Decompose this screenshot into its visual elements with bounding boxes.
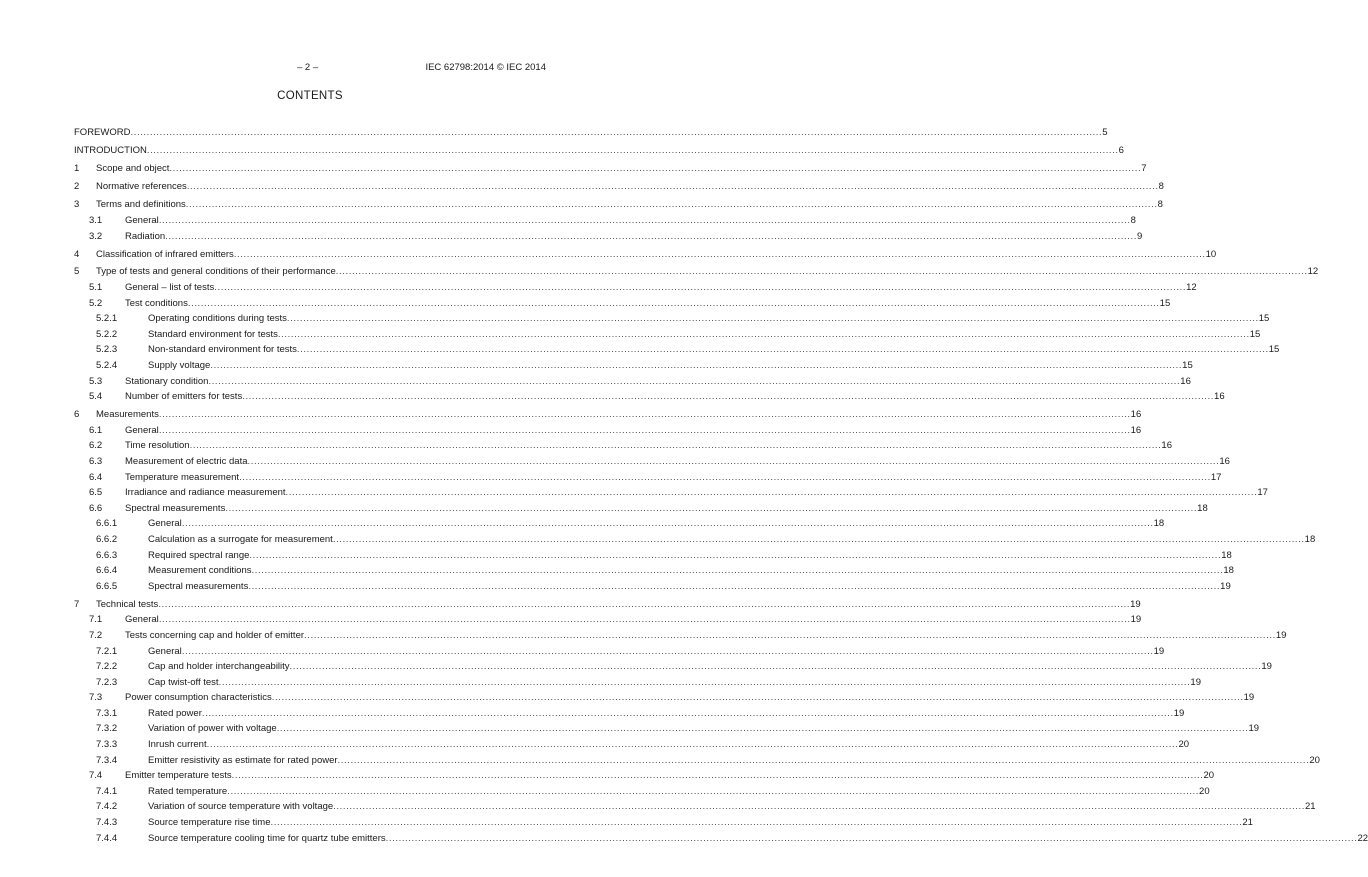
toc-entry-title-line: [74, 125, 1108, 141]
toc-entry-number: 5: [74, 266, 80, 278]
toc-entry-number: 3: [74, 199, 80, 211]
toc-entry-page: 8: [1157, 199, 1163, 211]
toc-entry-title-line: [125, 690, 1255, 706]
toc-entry-title: Variation of source temperature with voltage: [148, 801, 334, 813]
toc-entry-title: Radiation: [125, 230, 166, 242]
dot-leader: ............................................................................................................................................................................................................................................................................................................: [186, 181, 1159, 193]
toc-entry-title: Non-standard environment for tests: [148, 344, 297, 356]
toc-entry-page: 19: [1130, 598, 1141, 610]
toc-entry-page: 19: [1275, 629, 1287, 641]
toc-entry-number: 7.2.1: [96, 645, 118, 657]
toc-entry-number: 3.2: [89, 230, 103, 242]
dot-leader: ............................................................................................................................................................................................................................................................................................................: [335, 266, 1308, 278]
dot-leader: ............................................................................................................................................................................................................................................................................................................: [231, 770, 1204, 782]
toc-entry-page: 19: [1190, 676, 1201, 688]
toc-entry-number: 6: [74, 409, 80, 421]
toc-entry[interactable]: [74, 799, 1316, 815]
toc-entry[interactable]: [74, 197, 1163, 213]
toc-entry-title-line: [125, 485, 1268, 501]
toc-entry-title-line: [148, 644, 1165, 660]
dot-leader: ............................................................................................................................................................................................................................................................................................................: [276, 723, 1249, 735]
toc-entry-page: 20: [1203, 770, 1215, 782]
toc-entry-number: 7: [74, 598, 80, 610]
toc-entry-title-line: [148, 516, 1165, 532]
toc-entry[interactable]: [74, 454, 1230, 470]
toc-entry-title-line: [125, 501, 1208, 517]
toc-entry-number: 7.2.3: [96, 676, 118, 688]
toc-entry[interactable]: [74, 179, 1164, 195]
toc-entry-page: 12: [1307, 266, 1319, 278]
toc-entry-page: 7: [1141, 163, 1147, 175]
toc-entry-title: Spectral measurements: [125, 502, 226, 514]
dot-leader: ............................................................................................................................................................................................................................................................................................................: [285, 487, 1258, 499]
toc-entry-page: 16: [1214, 391, 1225, 403]
toc-entry-title-line: [125, 612, 1142, 628]
dot-leader: ............................................................................................................................................................................................................................................................................................................: [271, 692, 1244, 704]
toc-entry-number: 7.4.1: [96, 785, 118, 797]
toc-entry-number: 6.4: [89, 471, 103, 483]
toc-entry-title-line: [148, 548, 1232, 564]
toc-entry-page: 15: [1268, 344, 1280, 356]
toc-entry-page: 16: [1130, 424, 1142, 436]
toc-entry-page: 20: [1199, 785, 1210, 797]
toc-entry-number: 6.6.5: [96, 580, 118, 592]
dot-leader: ............................................................................................................................................................................................................................................................................................................: [337, 754, 1310, 766]
dot-leader: ............................................................................................................................................................................................................................................................................................................: [158, 214, 1131, 226]
toc-entry-title-line: [125, 229, 1143, 245]
toc-entry-page: 18: [1197, 502, 1208, 514]
toc-entry-page: 22: [1357, 832, 1368, 844]
toc-entry-page: 15: [1182, 360, 1193, 372]
toc-entry[interactable]: [74, 407, 1142, 423]
toc-entry-title-line: [148, 784, 1210, 800]
toc-entry[interactable]: [74, 753, 1320, 769]
toc-entry-title: Technical tests: [96, 598, 159, 610]
toc-entry-page: 9: [1136, 230, 1143, 242]
dot-leader: ............................................................................................................................................................................................................................................................................................................: [333, 801, 1305, 813]
toc-entry[interactable]: [74, 737, 1190, 753]
toc-entry-title-line: [148, 737, 1190, 753]
toc-entry[interactable]: [74, 548, 1232, 564]
dot-leader: ............................................................................................................................................................................................................................................................................................................: [247, 456, 1220, 467]
toc-entry-title-line: [96, 179, 1164, 195]
toc-entry[interactable]: [74, 485, 1268, 501]
dot-leader: ............................................................................................................................................................................................................................................................................................................: [208, 375, 1181, 387]
toc-entry[interactable]: [74, 374, 1191, 390]
toc-entry-title: Cap and holder interchangeability: [148, 661, 290, 673]
toc-entry-title: Emitter resistivity as estimate for rated power: [148, 754, 338, 766]
dot-leader: ............................................................................................................................................................................................................................................................................................................: [158, 598, 1131, 610]
toc-entry-title: Scope and object: [96, 163, 170, 175]
dot-leader: ............................................................................................................................................................................................................................................................................................................: [296, 344, 1269, 356]
dot-leader: ............................................................................................................................................................................................................................................................................................................: [181, 518, 1154, 530]
toc-entry-page: 19: [1248, 723, 1260, 735]
toc-entry-title-line: [148, 721, 1260, 737]
toc-entry-title: Calculation as a surrogate for measurement: [148, 533, 333, 545]
dot-leader: ............................................................................................................................................................................................................................................................................................................: [146, 145, 1119, 157]
toc-entry[interactable]: [74, 628, 1287, 644]
toc-entry-page: 15: [1258, 313, 1270, 325]
toc-entry-title-line: [148, 753, 1320, 769]
toc-entry-title: Irradiance and radiance measurement: [125, 487, 286, 499]
toc-entry-title-line: [125, 374, 1191, 390]
toc-entry-page: 8: [1158, 181, 1164, 193]
toc-entry-number: 7.3.4: [96, 754, 118, 766]
toc-entry-title: Operating conditions during tests: [148, 313, 287, 325]
toc-entry-title: Rated temperature: [148, 785, 228, 797]
toc-entry-title: Standard environment for tests: [148, 328, 278, 340]
toc-entry-page: 15: [1159, 297, 1171, 309]
toc-entry-title-line: [148, 675, 1201, 691]
dot-leader: ............................................................................................................................................................................................................................................................................................................: [270, 817, 1243, 829]
toc-entry-page: 17: [1257, 487, 1268, 499]
toc-entry-page: 6: [1118, 145, 1124, 157]
dot-leader: ............................................................................................................................................................................................................................................................................................................: [286, 313, 1259, 325]
toc-entry-title: Variation of power with voltage: [148, 723, 277, 735]
toc-entry-page: 8: [1130, 214, 1136, 226]
toc-entry-page: 19: [1243, 692, 1255, 704]
toc-entry-page: 19: [1261, 661, 1272, 673]
toc-entry-number: 7.2: [89, 629, 103, 641]
toc-entry-title-line: [96, 597, 1141, 613]
toc-entry-number: 6.3: [89, 456, 103, 467]
dot-leader: ............................................................................................................................................................................................................................................................................................................: [185, 199, 1158, 211]
toc-entry-title-line: [148, 659, 1272, 675]
table-of-contents: [74, 123, 1368, 846]
dot-leader: ............................................................................................................................................................................................................................................................................................................: [214, 282, 1187, 294]
toc-entry-number: 7.3: [89, 692, 103, 704]
toc-entry[interactable]: [74, 423, 1142, 439]
toc-entry-page: 19: [1153, 645, 1165, 657]
dot-leader: ............................................................................................................................................................................................................................................................................................................: [158, 409, 1131, 421]
toc-entry-title: Inrush current: [148, 739, 207, 751]
toc-entry-title-line: [148, 311, 1270, 327]
toc-entry-title-line: [96, 264, 1319, 280]
dot-leader: ............................................................................................................................................................................................................................................................................................................: [218, 676, 1191, 688]
toc-entry-title: Source temperature cooling time for quartz tube emitters: [148, 832, 386, 844]
toc-entry-title: Source temperature rise time: [148, 817, 271, 829]
toc-entry-number: 7.1: [89, 614, 103, 626]
toc-entry-number: 7.4.3: [96, 817, 118, 829]
toc-entry[interactable]: [74, 125, 1108, 141]
toc-entry-title-line: [125, 280, 1197, 296]
toc-entry[interactable]: [74, 296, 1171, 312]
dot-leader: ............................................................................................................................................................................................................................................................................................................: [242, 391, 1215, 403]
toc-entry-page: 10: [1205, 248, 1217, 260]
dot-leader: ............................................................................................................................................................................................................................................................................................................: [158, 424, 1131, 436]
dot-leader: ............................................................................................................................................................................................................................................................................................................: [201, 707, 1174, 719]
toc-entry-title: INTRODUCTION: [74, 145, 147, 157]
toc-entry-page: 20: [1178, 739, 1190, 751]
toc-entry-title: Spectral measurements: [148, 580, 249, 592]
toc-entry-title: Supply voltage: [148, 360, 211, 372]
toc-entry-number: 7.3.1: [96, 707, 118, 719]
dot-leader: ............................................................................................................................................................................................................................................................................................................: [248, 580, 1221, 592]
toc-entry-number: 6.6: [89, 502, 103, 514]
toc-entry-title: Time resolution: [125, 440, 190, 452]
toc-entry[interactable]: [74, 784, 1210, 800]
toc-entry-title: General: [148, 518, 182, 530]
toc-entry-page: 16: [1219, 456, 1230, 467]
toc-entry[interactable]: [74, 358, 1193, 374]
toc-entry[interactable]: [74, 327, 1261, 343]
toc-entry[interactable]: [74, 644, 1165, 660]
toc-entry[interactable]: [74, 831, 1368, 847]
toc-entry-title-line: [148, 579, 1231, 595]
toc-entry-page: 21: [1242, 817, 1253, 829]
toc-entry-title-line: [125, 470, 1222, 486]
dot-leader: ............................................................................................................................................................................................................................................................................................................: [332, 533, 1305, 545]
toc-entry-number: 7.2.2: [96, 661, 118, 673]
toc-entry[interactable]: [74, 161, 1147, 177]
toc-entry-number: 7.4.2: [96, 801, 118, 813]
toc-entry[interactable]: [74, 579, 1231, 595]
toc-entry-title: FOREWORD: [74, 127, 131, 139]
toc-entry-number: 3.1: [89, 214, 103, 226]
toc-entry-page: 16: [1130, 409, 1142, 421]
toc-entry-title: Cap twist-off test: [148, 676, 219, 688]
toc-entry-title: Terms and definitions: [96, 199, 186, 211]
toc-entry-title-line: [125, 213, 1136, 229]
toc-entry-title-line: [125, 628, 1287, 644]
dot-leader: ............................................................................................................................................................................................................................................................................................................: [227, 785, 1200, 797]
toc-entry-page: 19: [1173, 707, 1185, 719]
toc-entry-title-line: [125, 296, 1171, 312]
toc-entry-title: Measurement of electric data: [125, 456, 248, 467]
toc-entry-page: 18: [1223, 565, 1234, 577]
toc-entry-number: 6.6.1: [96, 518, 118, 530]
toc-entry-title: Measurements: [96, 409, 159, 421]
toc-entry-title-line: [96, 161, 1147, 177]
toc-entry-title-line: [148, 563, 1234, 579]
toc-entry[interactable]: [74, 768, 1215, 784]
toc-entry-number: 4: [74, 248, 80, 260]
toc-entry-title: Emitter temperature tests: [125, 770, 232, 782]
dot-leader: ............................................................................................................................................................................................................................................................................................................: [385, 832, 1358, 844]
toc-entry-title: Temperature measurement: [125, 471, 240, 483]
toc-entry-page: 19: [1130, 614, 1142, 626]
toc-entry-number: 6.1: [89, 424, 103, 436]
toc-entry-title: General: [125, 214, 159, 226]
toc-entry-title-line: [148, 815, 1253, 831]
toc-entry-title-line: [125, 768, 1215, 784]
toc-entry-title-line: [148, 342, 1280, 358]
dot-leader: ............................................................................................................................................................................................................................................................................................................: [169, 163, 1142, 175]
toc-entry[interactable]: [74, 659, 1272, 675]
page-title: CONTENTS: [277, 90, 343, 102]
toc-entry-title: Rated power: [148, 707, 202, 719]
toc-entry[interactable]: [74, 470, 1222, 486]
toc-entry-number: 5.4: [89, 391, 103, 403]
dot-leader: ............................................................................................................................................................................................................................................................................................................: [289, 661, 1262, 673]
toc-entry[interactable]: [74, 342, 1280, 358]
toc-entry-title-line: [74, 143, 1124, 159]
toc-entry-number: 5.2.2: [96, 328, 118, 340]
toc-entry-number: 5.1: [89, 282, 103, 294]
toc-entry-number: 5.2.1: [96, 313, 118, 325]
toc-entry-number: 6.6.3: [96, 549, 118, 561]
dot-leader: ............................................................................................................................................................................................................................................................................................................: [187, 297, 1160, 309]
toc-entry-page: 16: [1180, 375, 1191, 387]
dot-leader: ............................................................................................................................................................................................................................................................................................................: [130, 127, 1103, 139]
dot-leader: ............................................................................................................................................................................................................................................................................................................: [206, 739, 1179, 751]
toc-entry-title-line: [148, 358, 1193, 374]
toc-entry-title: General – list of tests: [125, 282, 215, 294]
dot-leader: ............................................................................................................................................................................................................................................................................................................: [189, 440, 1162, 452]
toc-entry-number: 6.5: [89, 487, 103, 499]
standard-reference: IEC 62798:2014 © IEC 2014: [425, 62, 546, 73]
toc-entry-title-line: [125, 438, 1172, 454]
toc-entry-title: Stationary condition: [125, 375, 209, 387]
toc-entry-page: 12: [1186, 282, 1197, 294]
toc-entry-title-line: [96, 197, 1163, 213]
toc-entry-page: 15: [1249, 328, 1261, 340]
toc-entry[interactable]: [74, 247, 1217, 263]
toc-entry-number: 5.2.4: [96, 360, 118, 372]
toc-entry-page: 18: [1221, 549, 1232, 561]
toc-entry-page: 17: [1210, 471, 1222, 483]
dot-leader: ............................................................................................................................................................................................................................................................................................................: [225, 502, 1198, 514]
toc-entry-title: Type of tests and general conditions of their performance: [96, 266, 336, 278]
toc-entry[interactable]: [74, 143, 1124, 159]
dot-leader: ............................................................................................................................................................................................................................................................................................................: [181, 645, 1154, 657]
toc-entry-title: Required spectral range: [148, 549, 250, 561]
toc-entry-number: 5.2.3: [96, 344, 118, 356]
toc-entry-title: Normative references: [96, 181, 187, 193]
toc-entry-page: 5: [1102, 127, 1108, 139]
toc-entry-title: General: [125, 614, 159, 626]
toc-entry-title-line: [148, 831, 1368, 847]
dot-leader: ............................................................................................................................................................................................................................................................................................................: [233, 248, 1206, 260]
toc-entry-title: Classification of infrared emitters: [96, 248, 234, 260]
toc-entry[interactable]: [74, 438, 1172, 454]
dot-leader: ............................................................................................................................................................................................................................................................................................................: [249, 549, 1222, 561]
toc-entry-number: 7.3.3: [96, 739, 118, 751]
toc-entry-title-line: [148, 532, 1316, 548]
dot-leader: ............................................................................................................................................................................................................................................................................................................: [210, 360, 1183, 372]
toc-entry-title: Test conditions: [125, 297, 188, 309]
toc-entry[interactable]: [74, 311, 1270, 327]
toc-entry-number: 5.3: [89, 375, 103, 387]
toc-entry-title: General: [125, 424, 159, 436]
dot-leader: ............................................................................................................................................................................................................................................................................................................: [277, 328, 1250, 340]
dot-leader: ............................................................................................................................................................................................................................................................................................................: [251, 565, 1224, 577]
toc-entry-number: 5.2: [89, 297, 103, 309]
toc-entry-number: 6.6.4: [96, 565, 118, 577]
toc-entry-number: 1: [74, 163, 80, 175]
toc-entry[interactable]: [74, 532, 1316, 548]
toc-entry[interactable]: [74, 675, 1201, 691]
toc-entry-number: 2: [74, 181, 80, 193]
toc-entry[interactable]: [74, 690, 1255, 706]
toc-entry-title-line: [125, 389, 1225, 405]
toc-entry-title-line: [96, 407, 1142, 423]
toc-entry[interactable]: [74, 280, 1197, 296]
toc-entry-number: 7.3.2: [96, 723, 118, 735]
toc-entry[interactable]: [74, 612, 1142, 628]
toc-entry-title-line: [148, 799, 1316, 815]
toc-entry-title: Tests concerning cap and holder of emitter: [125, 629, 305, 641]
toc-entry-title: General: [148, 645, 182, 657]
toc-entry[interactable]: [74, 501, 1208, 517]
dot-leader: ............................................................................................................................................................................................................................................................................................................: [239, 471, 1211, 483]
toc-entry-page: 16: [1161, 440, 1172, 452]
dot-leader: ............................................................................................................................................................................................................................................................................................................: [304, 629, 1276, 641]
page-number: – 2 –: [297, 62, 319, 73]
toc-entry-title-line: [125, 423, 1142, 439]
toc-entry[interactable]: [74, 264, 1319, 280]
toc-entry-title-line: [148, 706, 1185, 722]
toc-entry-number: 7.4.4: [96, 832, 118, 844]
toc-entry[interactable]: [74, 229, 1143, 245]
dot-leader: ............................................................................................................................................................................................................................................................................................................: [165, 230, 1137, 242]
toc-entry-title: Number of emitters for tests: [125, 391, 243, 403]
toc-entry[interactable]: [74, 213, 1136, 229]
toc-entry-title-line: [148, 327, 1261, 343]
toc-entry[interactable]: [74, 516, 1165, 532]
toc-entry-page: 18: [1153, 518, 1165, 530]
toc-entry[interactable]: [74, 721, 1260, 737]
toc-entry-page: 21: [1305, 801, 1316, 813]
toc-entry-number: 6.6.2: [96, 533, 118, 545]
toc-entry-title: Power consumption characteristics: [125, 692, 272, 704]
toc-entry-number: 7.4: [89, 770, 103, 782]
toc-entry[interactable]: [74, 597, 1141, 613]
toc-entry[interactable]: [74, 563, 1234, 579]
toc-entry-number: 6.2: [89, 440, 103, 452]
toc-entry[interactable]: [74, 706, 1185, 722]
toc-entry-title: Measurement conditions: [148, 565, 252, 577]
toc-entry[interactable]: [74, 815, 1253, 831]
toc-entry-title-line: [96, 247, 1217, 263]
toc-entry-page: 19: [1220, 580, 1231, 592]
toc-entry-page: 20: [1309, 754, 1320, 766]
toc-entry-title-line: [125, 454, 1230, 470]
dot-leader: ............................................................................................................................................................................................................................................................................................................: [158, 614, 1131, 626]
toc-entry-page: 18: [1304, 533, 1316, 545]
toc-entry[interactable]: [74, 389, 1225, 405]
